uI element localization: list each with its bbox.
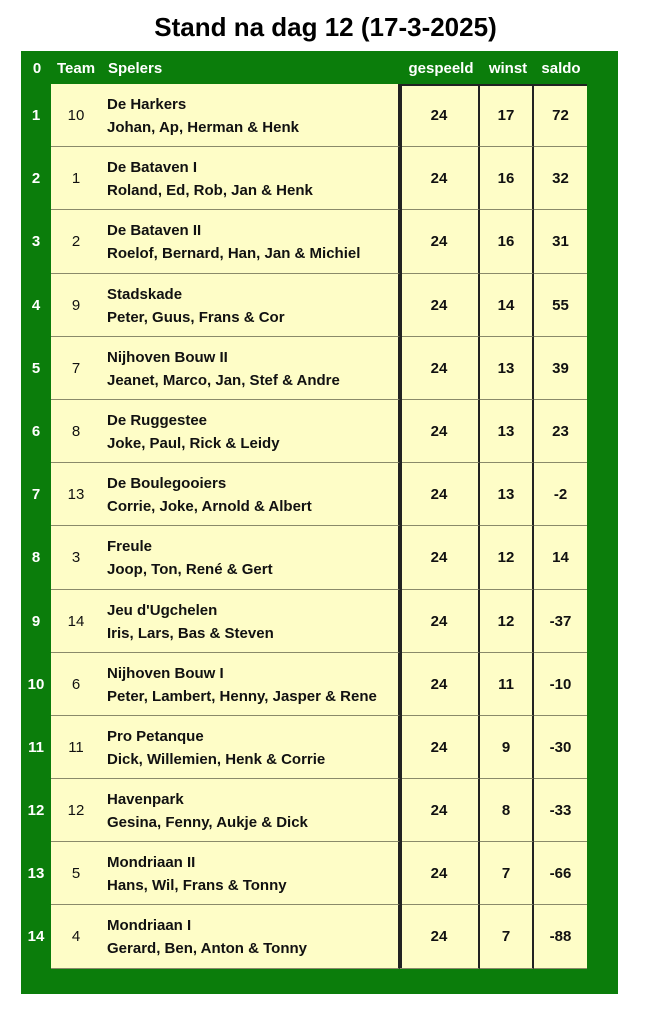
games-won: 13 <box>480 400 534 463</box>
rank-number: 4 <box>31 296 41 314</box>
rank-number: 2 <box>31 170 41 188</box>
team-name: Mondriaan I <box>107 917 192 935</box>
players-cell <box>101 84 400 147</box>
player-names: Hans, Wil, Frans & Tonny <box>107 877 287 895</box>
point-balance: -30 <box>534 716 587 779</box>
games-played: 24 <box>400 400 480 463</box>
point-balance: -37 <box>534 590 587 653</box>
point-balance: -2 <box>534 463 587 526</box>
games-won: 8 <box>480 779 534 842</box>
team-number: 7 <box>51 337 101 400</box>
point-balance: 31 <box>534 210 587 273</box>
point-balance: 14 <box>534 526 587 589</box>
games-won: 11 <box>480 653 534 716</box>
column-divider <box>400 84 402 968</box>
players-cell <box>101 337 400 400</box>
table-row <box>27 905 587 968</box>
games-won: 12 <box>480 526 534 589</box>
players-cell <box>101 842 400 905</box>
point-balance: 72 <box>534 84 587 147</box>
games-played: 24 <box>400 84 480 147</box>
team-name: Jeu d'Ugchelen <box>107 601 218 619</box>
team-number: 6 <box>51 653 101 716</box>
rank-number: 6 <box>31 422 41 440</box>
player-names: Iris, Lars, Bas & Steven <box>107 624 274 642</box>
point-balance: 32 <box>534 147 587 210</box>
player-names: Peter, Lambert, Henny, Jasper & Rene <box>107 687 377 705</box>
player-names: Roland, Ed, Rob, Jan & Henk <box>107 182 313 200</box>
page-title: Stand na dag 12 (17-3-2025) <box>154 12 497 42</box>
players-cell <box>101 526 400 589</box>
header-winst: winst <box>488 60 528 77</box>
games-played: 24 <box>400 779 480 842</box>
table-row <box>27 653 587 716</box>
rank-number: 10 <box>27 675 45 693</box>
team-number: 2 <box>51 210 101 273</box>
table-row <box>31 337 587 400</box>
player-names: Gesina, Fenny, Aukje & Dick <box>107 814 308 832</box>
table-row <box>27 842 587 905</box>
games-played: 24 <box>400 905 480 968</box>
player-names: Corrie, Joke, Arnold & Albert <box>107 498 312 516</box>
header-gespeeld: gespeeld <box>408 60 474 77</box>
games-won: 16 <box>480 147 534 210</box>
table-row <box>31 463 587 526</box>
team-name: Freule <box>107 538 153 556</box>
games-played: 24 <box>400 526 480 589</box>
players-cell <box>101 905 400 968</box>
header-rank: 0 <box>32 60 42 77</box>
team-number: 10 <box>51 84 101 147</box>
games-played: 24 <box>400 590 480 653</box>
player-names: Joop, Ton, René & Gert <box>107 561 273 579</box>
rank-number: 7 <box>31 486 41 504</box>
games-played: 24 <box>400 210 480 273</box>
team-number: 1 <box>51 147 101 210</box>
rank-number: 11 <box>28 738 44 756</box>
point-balance: -66 <box>534 842 587 905</box>
games-played: 24 <box>400 842 480 905</box>
player-names: Dick, Willemien, Henk & Corrie <box>107 750 326 768</box>
players-cell <box>101 463 400 526</box>
games-won: 9 <box>480 716 534 779</box>
header-team: Team <box>57 60 96 77</box>
point-balance: -33 <box>534 779 587 842</box>
games-won: 17 <box>480 84 534 147</box>
games-won: 16 <box>480 210 534 273</box>
player-names: Johan, Ap, Herman & Henk <box>107 119 299 136</box>
point-balance: -10 <box>534 653 587 716</box>
players-cell <box>101 400 400 463</box>
header-spelers: Spelers <box>108 60 163 77</box>
table-row <box>31 147 587 210</box>
players-cell <box>101 716 400 779</box>
team-number: 4 <box>51 905 101 968</box>
team-name: Nijhoven Bouw I <box>107 664 224 682</box>
players-cell <box>101 779 400 842</box>
games-won: 7 <box>480 842 534 905</box>
team-name: Stadskade <box>107 285 183 303</box>
player-names: Peter, Guus, Frans & Cor <box>107 308 285 326</box>
team-number: 11 <box>51 716 101 779</box>
player-names: Joke, Paul, Rick & Leidy <box>107 434 280 452</box>
table-row <box>27 779 587 842</box>
team-name: De Boulegooiers <box>107 475 227 493</box>
players-cell <box>101 653 400 716</box>
team-name: De Harkers <box>107 96 187 113</box>
games-won: 13 <box>480 337 534 400</box>
table-row <box>31 210 587 273</box>
rank-number: 5 <box>31 359 41 377</box>
team-name: Mondriaan II <box>107 854 196 872</box>
table-row <box>31 84 587 147</box>
rank-number: 12 <box>27 802 45 820</box>
games-won: 13 <box>480 463 534 526</box>
team-name: Havenpark <box>107 791 184 809</box>
table-row <box>31 526 587 589</box>
games-won: 12 <box>480 590 534 653</box>
rank-number: 14 <box>27 928 45 946</box>
team-name: De Ruggestee <box>107 411 208 429</box>
team-number: 13 <box>51 463 101 526</box>
player-names: Gerard, Ben, Anton & Tonny <box>107 940 308 958</box>
player-names: Roelof, Bernard, Han, Jan & Michiel <box>107 245 361 263</box>
players-cell <box>101 274 400 337</box>
games-played: 24 <box>400 337 480 400</box>
team-number: 8 <box>51 400 101 463</box>
games-won: 14 <box>480 274 534 337</box>
games-played: 24 <box>400 147 480 210</box>
games-played: 24 <box>400 716 480 779</box>
team-number: 12 <box>51 779 101 842</box>
header-saldo: saldo <box>541 60 581 77</box>
rank-number: 13 <box>27 865 45 883</box>
players-cell <box>101 147 400 210</box>
team-name: Pro Petanque <box>107 727 204 745</box>
point-balance: 55 <box>534 274 587 337</box>
team-number: 5 <box>51 842 101 905</box>
games-played: 24 <box>400 653 480 716</box>
point-balance: -88 <box>534 905 587 968</box>
table-top-border <box>400 84 587 86</box>
team-number: 3 <box>51 526 101 589</box>
team-number: 14 <box>51 590 101 653</box>
games-played: 24 <box>400 463 480 526</box>
table-row <box>31 400 587 463</box>
table-row <box>31 590 587 653</box>
team-number: 9 <box>51 274 101 337</box>
point-balance: 23 <box>534 400 587 463</box>
team-name: Nijhoven Bouw II <box>107 348 228 366</box>
rank-number: 1 <box>31 107 41 124</box>
rank-number: 9 <box>31 612 41 630</box>
games-won: 7 <box>480 905 534 968</box>
standings-table <box>27 84 587 969</box>
point-balance: 39 <box>534 337 587 400</box>
player-names: Jeanet, Marco, Jan, Stef & Andre <box>107 371 340 389</box>
players-cell <box>101 210 400 273</box>
table-row <box>28 716 587 779</box>
rank-number: 8 <box>31 549 41 567</box>
players-cell <box>101 590 400 653</box>
team-name: De Bataven II <box>107 222 202 240</box>
rank-number: 3 <box>31 233 41 251</box>
games-played: 24 <box>400 274 480 337</box>
table-row <box>31 274 587 337</box>
team-name: De Bataven I <box>107 159 198 177</box>
